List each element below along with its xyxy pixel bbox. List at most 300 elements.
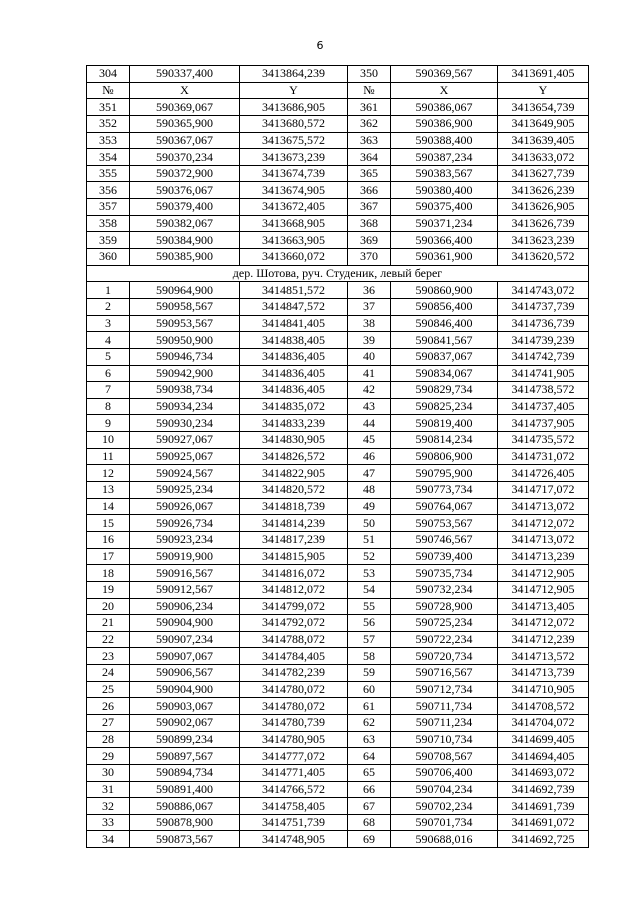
point-number: 61	[348, 698, 391, 715]
point-number: 304	[87, 66, 130, 83]
x-coordinate: 590702,234	[391, 798, 498, 815]
table-row	[87, 348, 589, 365]
section-title-row	[87, 265, 589, 282]
y-coordinate: 3414712,905	[498, 565, 589, 582]
table-row	[87, 165, 589, 182]
point-number: 58	[348, 648, 391, 665]
y-coordinate: 3414693,072	[498, 764, 589, 781]
x-coordinate: 590746,567	[391, 531, 498, 548]
x-coordinate: 590841,567	[391, 332, 498, 349]
x-coordinate: 590369,567	[391, 66, 498, 83]
table-row	[87, 215, 589, 232]
table-row	[87, 831, 589, 848]
y-coordinate: 3414692,725	[498, 831, 589, 848]
point-number: 42	[348, 382, 391, 399]
point-number: 8	[87, 398, 130, 415]
point-number: 22	[87, 631, 130, 648]
point-number: 59	[348, 665, 391, 682]
table-row	[87, 298, 589, 315]
point-number: 40	[348, 348, 391, 365]
x-coordinate: 590388,400	[391, 132, 498, 149]
x-coordinate: 590953,567	[130, 315, 240, 332]
column-header-x: X	[130, 82, 240, 99]
y-coordinate: 3414713,405	[498, 598, 589, 615]
y-coordinate: 3414692,739	[498, 781, 589, 798]
point-number: 27	[87, 714, 130, 731]
x-coordinate: 590710,734	[391, 731, 498, 748]
x-coordinate: 590376,067	[130, 182, 240, 199]
x-coordinate: 590712,734	[391, 681, 498, 698]
x-coordinate: 590927,067	[130, 432, 240, 449]
table-row	[87, 698, 589, 715]
x-coordinate: 590912,567	[130, 581, 240, 598]
y-coordinate: 3413672,405	[240, 199, 348, 216]
table-row	[87, 365, 589, 382]
y-coordinate: 3414713,072	[498, 498, 589, 515]
table-row	[87, 132, 589, 149]
table-row	[87, 731, 589, 748]
x-coordinate: 590938,734	[130, 382, 240, 399]
y-coordinate: 3413626,905	[498, 199, 589, 216]
x-coordinate: 590925,234	[130, 482, 240, 499]
x-coordinate: 590897,567	[130, 748, 240, 765]
point-number: 55	[348, 598, 391, 615]
point-number: 19	[87, 581, 130, 598]
table-row	[87, 498, 589, 515]
x-coordinate: 590926,067	[130, 498, 240, 515]
table-row	[87, 515, 589, 532]
x-coordinate: 590739,400	[391, 548, 498, 565]
x-coordinate: 590386,900	[391, 115, 498, 132]
x-coordinate: 590825,234	[391, 398, 498, 415]
point-number: 360	[87, 249, 130, 266]
y-coordinate: 3413668,905	[240, 215, 348, 232]
y-coordinate: 3414731,072	[498, 448, 589, 465]
y-coordinate: 3414737,905	[498, 415, 589, 432]
y-coordinate: 3413675,572	[240, 132, 348, 149]
x-coordinate: 590846,400	[391, 315, 498, 332]
point-number: 7	[87, 382, 130, 399]
y-coordinate: 3414748,905	[240, 831, 348, 848]
y-coordinate: 3413633,072	[498, 149, 589, 166]
x-coordinate: 590834,067	[391, 365, 498, 382]
point-number: 23	[87, 648, 130, 665]
point-number: 45	[348, 432, 391, 449]
table-row	[87, 781, 589, 798]
x-coordinate: 590361,900	[391, 249, 498, 266]
y-coordinate: 3414708,572	[498, 698, 589, 715]
table-row	[87, 681, 589, 698]
y-coordinate: 3414717,072	[498, 482, 589, 499]
point-number: 47	[348, 465, 391, 482]
point-number: 362	[348, 115, 391, 132]
y-coordinate: 3414712,239	[498, 631, 589, 648]
table-row	[87, 315, 589, 332]
x-coordinate: 590919,900	[130, 548, 240, 565]
x-coordinate: 590371,234	[391, 215, 498, 232]
y-coordinate: 3413627,739	[498, 165, 589, 182]
coordinates-table	[86, 65, 589, 848]
point-number: 64	[348, 748, 391, 765]
x-coordinate: 590906,234	[130, 598, 240, 615]
point-number: 38	[348, 315, 391, 332]
y-coordinate: 3414736,739	[498, 315, 589, 332]
x-coordinate: 590904,900	[130, 615, 240, 632]
y-coordinate: 3414816,072	[240, 565, 348, 582]
x-coordinate: 590725,234	[391, 615, 498, 632]
y-coordinate: 3414713,572	[498, 648, 589, 665]
x-coordinate: 590829,734	[391, 382, 498, 399]
column-header-number: №	[348, 82, 391, 99]
point-number: 16	[87, 531, 130, 548]
y-coordinate: 3414836,405	[240, 348, 348, 365]
x-coordinate: 590386,067	[391, 99, 498, 116]
column-header-y: Y	[240, 82, 348, 99]
point-number: 66	[348, 781, 391, 798]
point-number: 43	[348, 398, 391, 415]
y-coordinate: 3414788,072	[240, 631, 348, 648]
y-coordinate: 3414792,072	[240, 615, 348, 632]
y-coordinate: 3414713,072	[498, 531, 589, 548]
y-coordinate: 3414691,072	[498, 814, 589, 831]
x-coordinate: 590716,567	[391, 665, 498, 682]
point-number: 357	[87, 199, 130, 216]
y-coordinate: 3414691,739	[498, 798, 589, 815]
point-number: 37	[348, 298, 391, 315]
point-number: 4	[87, 332, 130, 349]
point-number: 17	[87, 548, 130, 565]
table-row	[87, 581, 589, 598]
x-coordinate: 590387,234	[391, 149, 498, 166]
y-coordinate: 3413649,905	[498, 115, 589, 132]
y-coordinate: 3414841,405	[240, 315, 348, 332]
x-coordinate: 590706,400	[391, 764, 498, 781]
point-number: 34	[87, 831, 130, 848]
table-row	[87, 398, 589, 415]
point-number: 18	[87, 565, 130, 582]
x-coordinate: 590923,234	[130, 531, 240, 548]
point-number: 30	[87, 764, 130, 781]
x-coordinate: 590904,900	[130, 681, 240, 698]
x-coordinate: 590886,067	[130, 798, 240, 815]
point-number: 68	[348, 814, 391, 831]
table-row	[87, 332, 589, 349]
x-coordinate: 590367,067	[130, 132, 240, 149]
carry-over-row	[87, 66, 589, 83]
y-coordinate: 3414820,572	[240, 482, 348, 499]
y-coordinate: 3413639,405	[498, 132, 589, 149]
point-number: 369	[348, 232, 391, 249]
y-coordinate: 3414704,072	[498, 714, 589, 731]
x-coordinate: 590370,234	[130, 149, 240, 166]
y-coordinate: 3414814,239	[240, 515, 348, 532]
y-coordinate: 3414836,405	[240, 365, 348, 382]
y-coordinate: 3414699,405	[498, 731, 589, 748]
table-row	[87, 631, 589, 648]
point-number: 355	[87, 165, 130, 182]
x-coordinate: 590873,567	[130, 831, 240, 848]
y-coordinate: 3413674,739	[240, 165, 348, 182]
table-row	[87, 99, 589, 116]
x-coordinate: 590925,067	[130, 448, 240, 465]
point-number: 363	[348, 132, 391, 149]
column-header-row	[87, 82, 589, 99]
x-coordinate: 590924,567	[130, 465, 240, 482]
point-number: 41	[348, 365, 391, 382]
section-title: дер. Шотова, руч. Студеник, левый берег	[87, 265, 589, 282]
y-coordinate: 3414741,905	[498, 365, 589, 382]
x-coordinate: 590380,400	[391, 182, 498, 199]
point-number: 370	[348, 249, 391, 266]
x-coordinate: 590383,567	[391, 165, 498, 182]
y-coordinate: 3414713,239	[498, 548, 589, 565]
table-row	[87, 565, 589, 582]
y-coordinate: 3414812,072	[240, 581, 348, 598]
y-coordinate: 3414838,405	[240, 332, 348, 349]
x-coordinate: 590819,400	[391, 415, 498, 432]
y-coordinate: 3414830,905	[240, 432, 348, 449]
point-number: 1	[87, 282, 130, 299]
x-coordinate: 590930,234	[130, 415, 240, 432]
point-number: 32	[87, 798, 130, 815]
point-number: 51	[348, 531, 391, 548]
table-row	[87, 615, 589, 632]
x-coordinate: 590369,067	[130, 99, 240, 116]
point-number: 63	[348, 731, 391, 748]
y-coordinate: 3414738,572	[498, 382, 589, 399]
point-number: 44	[348, 415, 391, 432]
x-coordinate: 590708,567	[391, 748, 498, 765]
point-number: 67	[348, 798, 391, 815]
table-row	[87, 798, 589, 815]
y-coordinate: 3414777,072	[240, 748, 348, 765]
y-coordinate: 3414780,905	[240, 731, 348, 748]
x-coordinate: 590964,900	[130, 282, 240, 299]
point-number: 65	[348, 764, 391, 781]
y-coordinate: 3414694,405	[498, 748, 589, 765]
point-number: 29	[87, 748, 130, 765]
x-coordinate: 590860,900	[391, 282, 498, 299]
point-number: 49	[348, 498, 391, 515]
point-number: 48	[348, 482, 391, 499]
table-row	[87, 531, 589, 548]
x-coordinate: 590722,234	[391, 631, 498, 648]
x-coordinate: 590903,067	[130, 698, 240, 715]
table-row	[87, 448, 589, 465]
table-row	[87, 415, 589, 432]
table-row	[87, 465, 589, 482]
y-coordinate: 3414799,072	[240, 598, 348, 615]
y-coordinate: 3413654,739	[498, 99, 589, 116]
x-coordinate: 590926,734	[130, 515, 240, 532]
point-number: 57	[348, 631, 391, 648]
x-coordinate: 590337,400	[130, 66, 240, 83]
point-number: 10	[87, 432, 130, 449]
x-coordinate: 590732,234	[391, 581, 498, 598]
x-coordinate: 590837,067	[391, 348, 498, 365]
table-row	[87, 764, 589, 781]
table-row	[87, 482, 589, 499]
x-coordinate: 590711,734	[391, 698, 498, 715]
table-row	[87, 249, 589, 266]
x-coordinate: 590958,567	[130, 298, 240, 315]
y-coordinate: 3414771,405	[240, 764, 348, 781]
x-coordinate: 590946,734	[130, 348, 240, 365]
column-header-y: Y	[498, 82, 589, 99]
point-number: 69	[348, 831, 391, 848]
x-coordinate: 590894,734	[130, 764, 240, 781]
point-number: 26	[87, 698, 130, 715]
point-number: 12	[87, 465, 130, 482]
x-coordinate: 590384,900	[130, 232, 240, 249]
table-row	[87, 199, 589, 216]
point-number: 20	[87, 598, 130, 615]
page-number: 6	[316, 39, 324, 52]
y-coordinate: 3414737,739	[498, 298, 589, 315]
y-coordinate: 3413623,239	[498, 232, 589, 249]
point-number: 9	[87, 415, 130, 432]
y-coordinate: 3414780,739	[240, 714, 348, 731]
y-coordinate: 3414784,405	[240, 648, 348, 665]
y-coordinate: 3413680,572	[240, 115, 348, 132]
point-number: 351	[87, 99, 130, 116]
y-coordinate: 3414737,405	[498, 398, 589, 415]
y-coordinate: 3413674,905	[240, 182, 348, 199]
x-coordinate: 590891,400	[130, 781, 240, 798]
table-row	[87, 714, 589, 731]
point-number: 361	[348, 99, 391, 116]
x-coordinate: 590806,900	[391, 448, 498, 465]
y-coordinate: 3413691,405	[498, 66, 589, 83]
table-row	[87, 182, 589, 199]
x-coordinate: 590728,900	[391, 598, 498, 615]
point-number: 11	[87, 448, 130, 465]
x-coordinate: 590365,900	[130, 115, 240, 132]
x-coordinate: 590902,067	[130, 714, 240, 731]
x-coordinate: 590753,567	[391, 515, 498, 532]
point-number: 14	[87, 498, 130, 515]
y-coordinate: 3414835,072	[240, 398, 348, 415]
y-coordinate: 3414712,905	[498, 581, 589, 598]
y-coordinate: 3414817,239	[240, 531, 348, 548]
y-coordinate: 3414851,572	[240, 282, 348, 299]
y-coordinate: 3413673,239	[240, 149, 348, 166]
x-coordinate: 590906,567	[130, 665, 240, 682]
point-number: 53	[348, 565, 391, 582]
x-coordinate: 590735,734	[391, 565, 498, 582]
x-coordinate: 590711,234	[391, 714, 498, 731]
y-coordinate: 3413663,905	[240, 232, 348, 249]
table-row	[87, 382, 589, 399]
point-number: 13	[87, 482, 130, 499]
point-number: 21	[87, 615, 130, 632]
x-coordinate: 590907,234	[130, 631, 240, 648]
point-number: 24	[87, 665, 130, 682]
table-row	[87, 598, 589, 615]
point-number: 31	[87, 781, 130, 798]
point-number: 60	[348, 681, 391, 698]
table-row	[87, 282, 589, 299]
point-number: 350	[348, 66, 391, 83]
point-number: 367	[348, 199, 391, 216]
x-coordinate: 590942,900	[130, 365, 240, 382]
point-number: 33	[87, 814, 130, 831]
y-coordinate: 3414735,572	[498, 432, 589, 449]
y-coordinate: 3414818,739	[240, 498, 348, 515]
x-coordinate: 590720,734	[391, 648, 498, 665]
point-number: 5	[87, 348, 130, 365]
point-number: 364	[348, 149, 391, 166]
y-coordinate: 3414726,405	[498, 465, 589, 482]
point-number: 2	[87, 298, 130, 315]
x-coordinate: 590704,234	[391, 781, 498, 798]
point-number: 62	[348, 714, 391, 731]
y-coordinate: 3414833,239	[240, 415, 348, 432]
point-number: 15	[87, 515, 130, 532]
x-coordinate: 590814,234	[391, 432, 498, 449]
point-number: 36	[348, 282, 391, 299]
point-number: 39	[348, 332, 391, 349]
table-row	[87, 665, 589, 682]
y-coordinate: 3414847,572	[240, 298, 348, 315]
x-coordinate: 590385,900	[130, 249, 240, 266]
point-number: 25	[87, 681, 130, 698]
y-coordinate: 3414742,739	[498, 348, 589, 365]
x-coordinate: 590372,900	[130, 165, 240, 182]
table-row	[87, 149, 589, 166]
y-coordinate: 3414739,239	[498, 332, 589, 349]
x-coordinate: 590382,067	[130, 215, 240, 232]
y-coordinate: 3414782,239	[240, 665, 348, 682]
point-number: 6	[87, 365, 130, 382]
table-row	[87, 748, 589, 765]
point-number: 365	[348, 165, 391, 182]
x-coordinate: 590934,234	[130, 398, 240, 415]
table-row	[87, 648, 589, 665]
table-row	[87, 548, 589, 565]
x-coordinate: 590773,734	[391, 482, 498, 499]
point-number: 28	[87, 731, 130, 748]
y-coordinate: 3414710,905	[498, 681, 589, 698]
point-number: 356	[87, 182, 130, 199]
point-number: 366	[348, 182, 391, 199]
x-coordinate: 590375,400	[391, 199, 498, 216]
x-coordinate: 590764,067	[391, 498, 498, 515]
point-number: 46	[348, 448, 391, 465]
x-coordinate: 590701,734	[391, 814, 498, 831]
y-coordinate: 3414826,572	[240, 448, 348, 465]
y-coordinate: 3414780,072	[240, 681, 348, 698]
table-row	[87, 115, 589, 132]
x-coordinate: 590878,900	[130, 814, 240, 831]
y-coordinate: 3414822,905	[240, 465, 348, 482]
y-coordinate: 3414836,405	[240, 382, 348, 399]
y-coordinate: 3413864,239	[240, 66, 348, 83]
x-coordinate: 590688,016	[391, 831, 498, 848]
point-number: 359	[87, 232, 130, 249]
x-coordinate: 590916,567	[130, 565, 240, 582]
y-coordinate: 3413660,072	[240, 249, 348, 266]
y-coordinate: 3414712,072	[498, 515, 589, 532]
y-coordinate: 3413626,739	[498, 215, 589, 232]
point-number: 54	[348, 581, 391, 598]
coordinates-table-body	[87, 66, 589, 848]
x-coordinate: 590379,400	[130, 199, 240, 216]
x-coordinate: 590366,400	[391, 232, 498, 249]
y-coordinate: 3414815,905	[240, 548, 348, 565]
y-coordinate: 3414780,072	[240, 698, 348, 715]
x-coordinate: 590899,234	[130, 731, 240, 748]
